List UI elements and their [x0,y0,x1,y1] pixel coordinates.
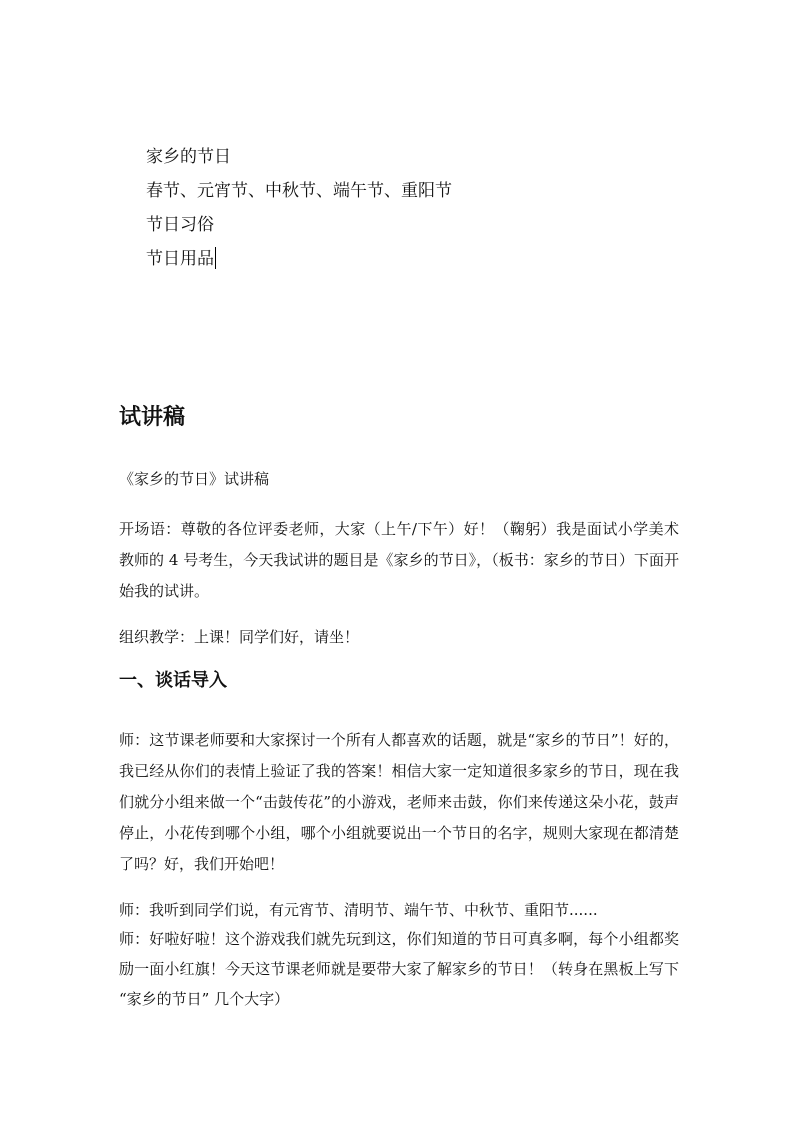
board-line-items-text: 节日用品 [146,249,214,269]
text-cursor [215,247,216,269]
organize-teaching-paragraph: 组织教学：上课！同学们好，请坐！ [119,628,360,646]
teacher-paragraph-2: 师：我听到同学们说，有元宵节、清明节、端午节、中秋节、重阳节...... [119,901,598,919]
section-heading-intro: 一、谈话导入 [119,670,227,691]
board-line-title: 家乡的节日 [146,147,231,167]
teacher-paragraph-3: 师：好啦好啦！这个游戏我们就先玩到这，你们知道的节日可真多啊，每个小组都奖励一面小红旗！今天这节课老师就是要带大家了解家乡的节日！（转身在黑板上写下 “家乡的节日” 几个大字） [119,930,679,1008]
opening-paragraph: 开场语：尊敬的各位评委老师，大家（上午/下午）好！（鞠躬）我是面试小学美术教师的 4 号考生，今天我试讲的题目是《家乡的节日》，（板书：家乡的节日）下面开始我的试讲。 [119,520,679,600]
script-subtitle: 《家乡的节日》试讲稿 [119,470,270,488]
board-line-festivals: 春节、元宵节、中秋节、端午节、重阳节 [146,181,452,201]
document-title: 试讲稿 [119,405,186,430]
board-line-customs: 节日习俗 [146,215,214,235]
board-line-items[interactable] [146,242,452,276]
teacher-paragraph-1: 师：这节课老师要和大家探讨一个所有人都喜欢的话题，就是“家乡的节日”！好的，我已经从你们的表情上验证了我的答案！相信大家一定知道很多家乡的节日，现在我们就分小组来做一个“击鼓传花”的小游戏，老师来击鼓，你们来传递这朵小花，鼓声停止，小花传到哪个小组，哪个小组就要说出一个节日的名字，规则大家现在都清楚了吗？好，我们开始吧！ [119,731,679,873]
blackboard-outline [146,140,452,276]
lecture-script [119,398,679,1014]
